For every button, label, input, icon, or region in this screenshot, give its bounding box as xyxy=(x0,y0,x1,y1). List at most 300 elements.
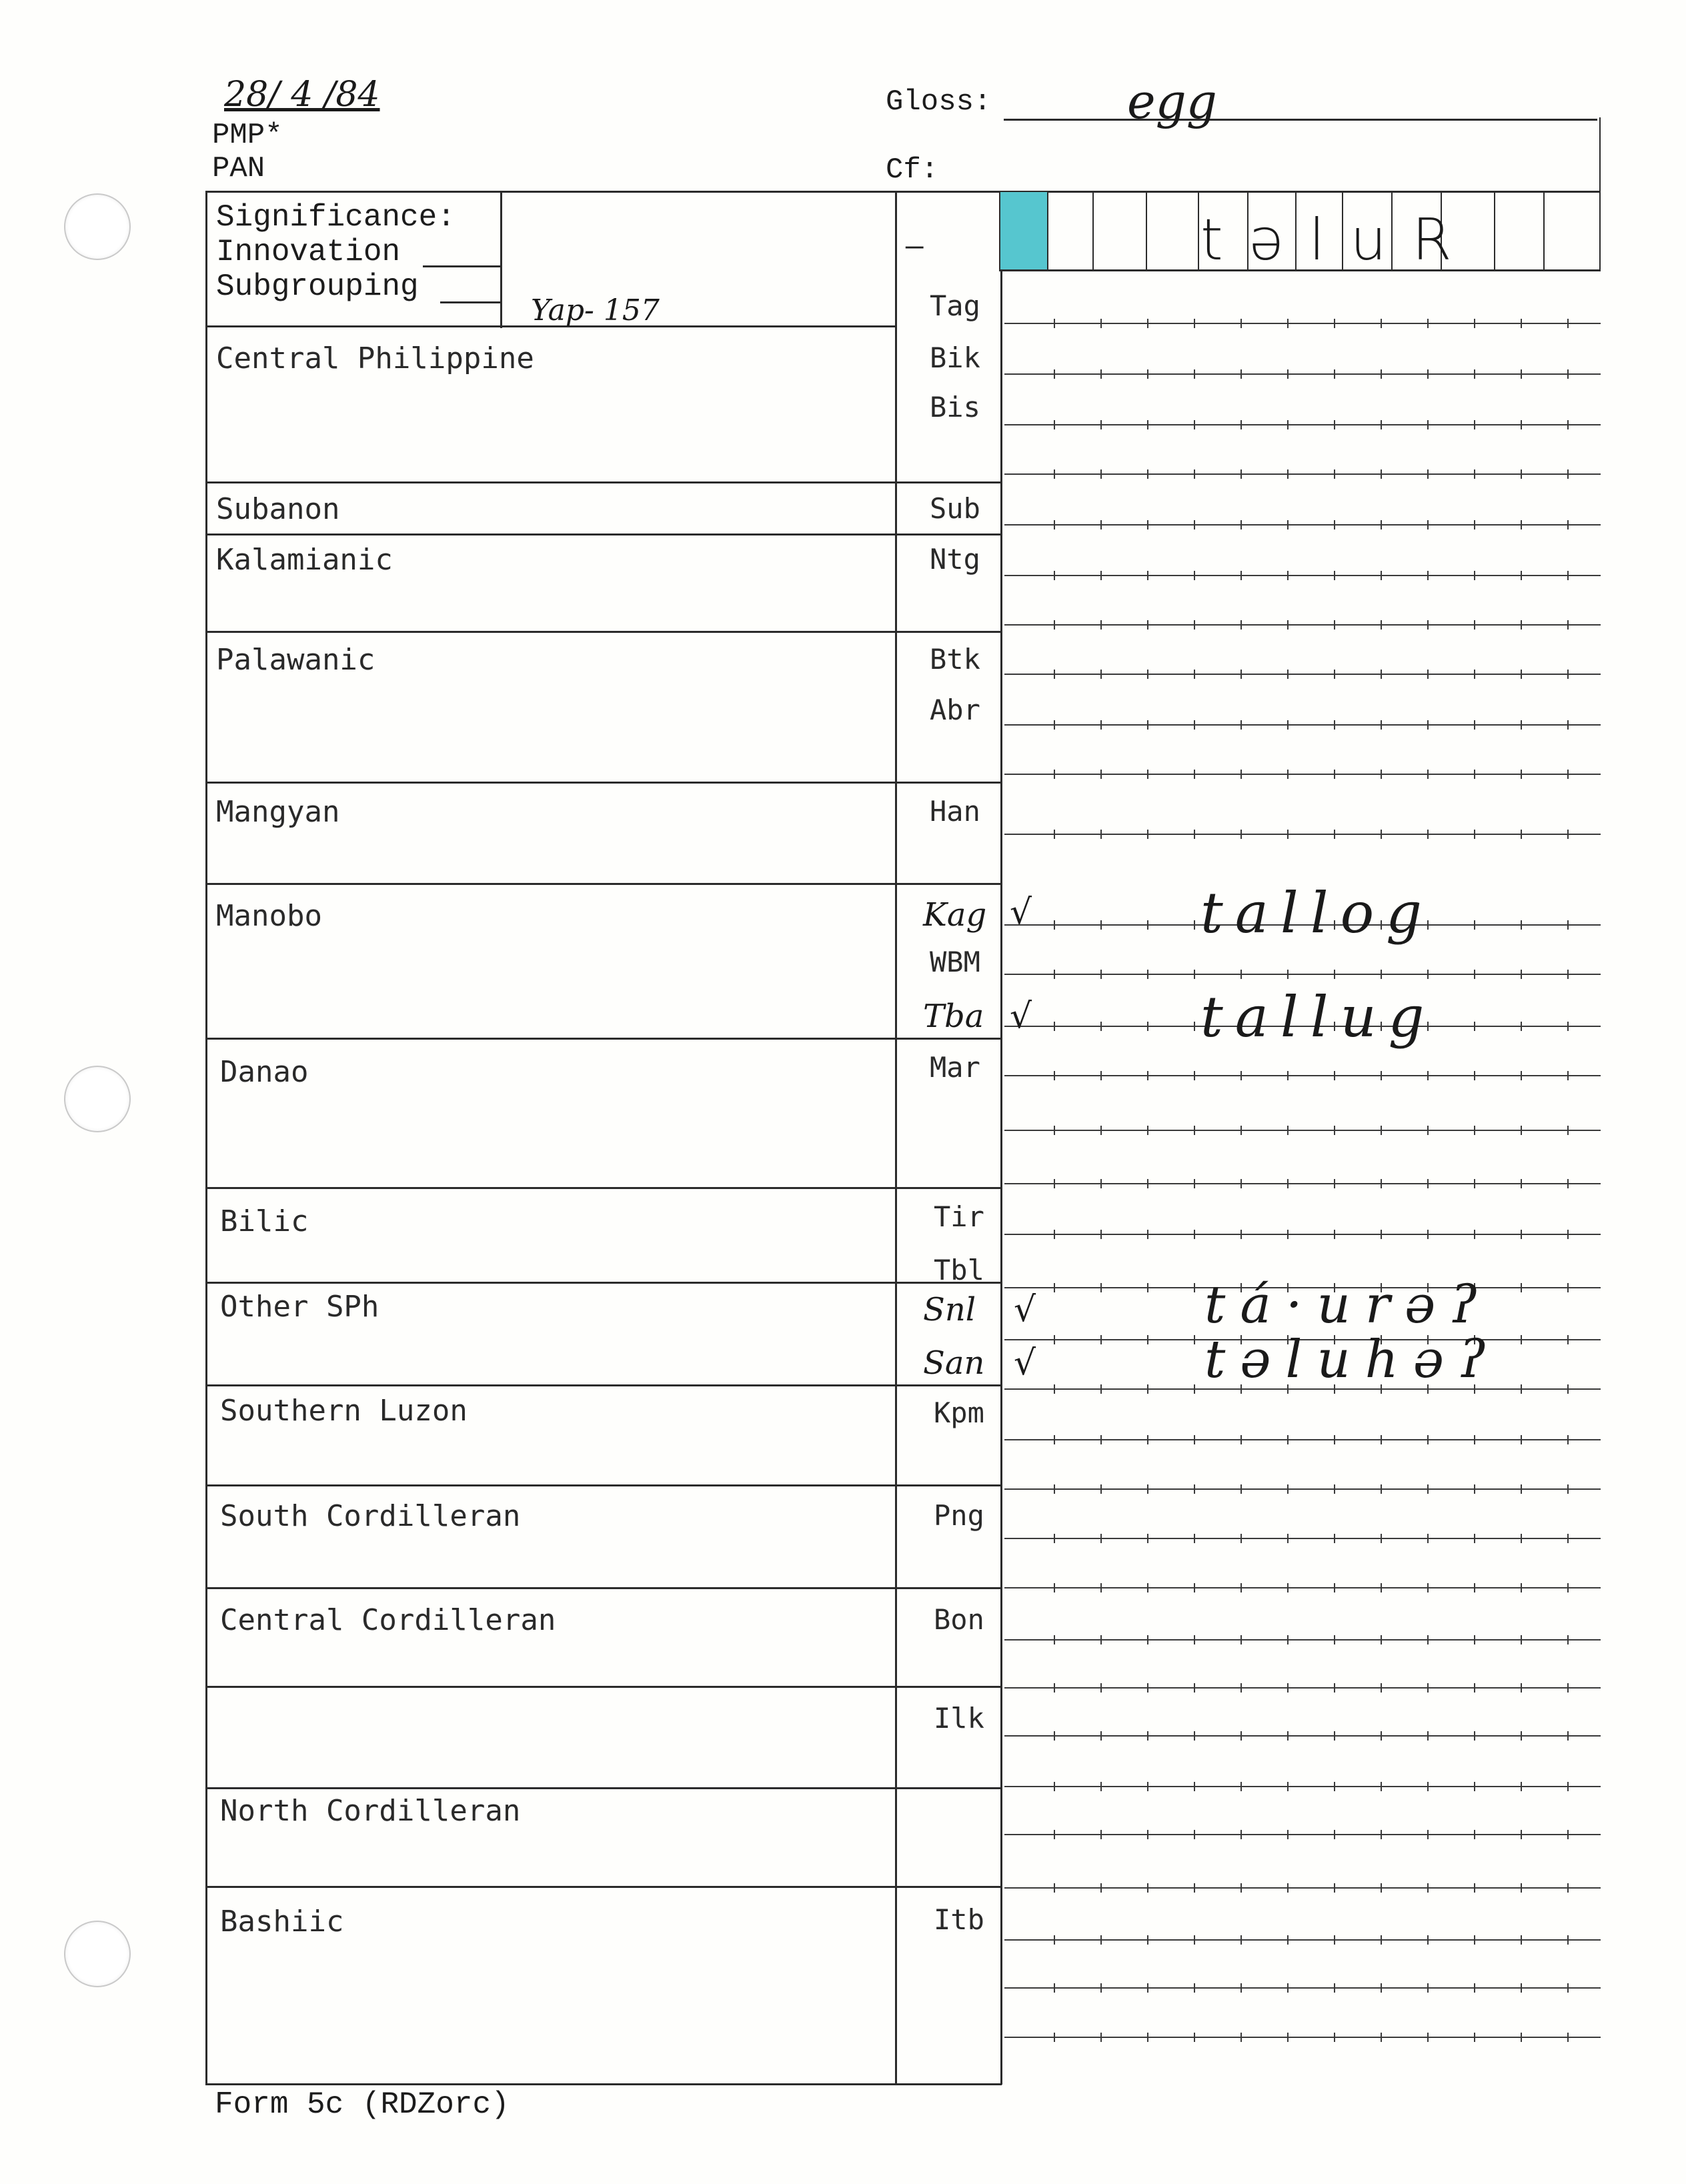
rule-tick xyxy=(1427,1071,1429,1080)
lang-abbr: WBM xyxy=(930,946,980,978)
rule-tick xyxy=(1334,2033,1335,2042)
rule-tick xyxy=(1240,1071,1242,1080)
rule-tick xyxy=(1287,369,1289,379)
rule-line xyxy=(1004,1538,1601,1539)
rule-tick xyxy=(1521,1435,1522,1444)
rule-tick xyxy=(1147,1534,1148,1543)
rule-tick xyxy=(1567,1830,1569,1839)
proto-dash: — xyxy=(906,231,924,264)
rule-tick xyxy=(1521,520,1522,529)
rule-tick xyxy=(1240,1830,1242,1839)
rule-tick xyxy=(1054,620,1055,630)
group-name: Southern Luzon xyxy=(220,1394,468,1428)
rule-tick xyxy=(1521,920,1522,930)
rule-tick xyxy=(1521,1782,1522,1791)
rule-tick xyxy=(1240,1435,1242,1444)
rule-tick xyxy=(1100,1230,1102,1239)
rule-tick xyxy=(1567,770,1569,779)
rule-tick xyxy=(1194,1635,1195,1645)
rule-tick xyxy=(1287,1230,1289,1239)
rule-tick xyxy=(1521,1126,1522,1135)
rule-tick xyxy=(1194,1583,1195,1592)
rule-tick xyxy=(1287,571,1289,580)
rule-tick xyxy=(1334,1071,1335,1080)
rule-tick xyxy=(1194,670,1195,679)
rule-tick xyxy=(1474,1022,1475,1031)
sig-box-top xyxy=(205,191,896,193)
rule-tick xyxy=(1474,1935,1475,1945)
rule-tick xyxy=(1054,571,1055,580)
lang-abbr: San xyxy=(923,1344,985,1382)
rule-tick xyxy=(1240,1179,1242,1188)
rule-tick xyxy=(1054,1883,1055,1893)
rule-tick xyxy=(1567,319,1569,328)
binder-hole-middle xyxy=(64,1066,131,1132)
rule-tick xyxy=(1054,1830,1055,1839)
rule-tick xyxy=(1474,319,1475,328)
rule-tick xyxy=(1240,1935,1242,1945)
rule-tick xyxy=(1240,1484,1242,1494)
rule-tick xyxy=(1474,420,1475,429)
rule-tick xyxy=(1521,620,1522,630)
rule-line xyxy=(1004,724,1601,726)
rule-tick xyxy=(1147,920,1148,930)
rule-tick xyxy=(1240,830,1242,839)
rule-tick xyxy=(1194,920,1195,930)
rule-tick xyxy=(1334,520,1335,529)
rule-tick xyxy=(1100,670,1102,679)
rule-line xyxy=(1004,1735,1601,1737)
rule-tick xyxy=(1427,1830,1429,1839)
rule-tick xyxy=(1521,1484,1522,1494)
rule-tick xyxy=(1334,1126,1335,1135)
rule-tick xyxy=(1521,670,1522,679)
rule-tick xyxy=(1521,571,1522,580)
rule-tick xyxy=(1474,1435,1475,1444)
rule-tick xyxy=(1521,1335,1522,1344)
group-name: Bashiic xyxy=(220,1905,344,1939)
rule-tick xyxy=(1521,1179,1522,1188)
rule-tick xyxy=(1427,720,1429,730)
rule-tick xyxy=(1474,1782,1475,1791)
rule-tick xyxy=(1240,571,1242,580)
rule-tick xyxy=(1474,770,1475,779)
rule-tick xyxy=(1521,1283,1522,1292)
rule-tick xyxy=(1287,1484,1289,1494)
rule-tick xyxy=(1381,1179,1382,1188)
rule-tick xyxy=(1100,830,1102,839)
rule-tick xyxy=(1521,1731,1522,1741)
rule-tick xyxy=(1147,1484,1148,1494)
rule-tick xyxy=(1427,520,1429,529)
rule-line xyxy=(1004,575,1601,576)
rule-tick xyxy=(1194,620,1195,630)
lang-abbr: Han xyxy=(930,795,980,828)
rule-tick xyxy=(1381,319,1382,328)
lang-abbr: Itb xyxy=(934,1903,984,1936)
rule-tick xyxy=(1194,571,1195,580)
rule-tick xyxy=(1427,469,1429,479)
rule-tick xyxy=(1567,1484,1569,1494)
rule-tick xyxy=(1567,1071,1569,1080)
rule-tick xyxy=(1567,1022,1569,1031)
rule-tick xyxy=(1147,369,1148,379)
rule-tick xyxy=(1240,1126,1242,1135)
rule-tick xyxy=(1521,1683,1522,1693)
rule-tick xyxy=(1427,1583,1429,1592)
rule-tick xyxy=(1381,1583,1382,1592)
rule-tick xyxy=(1194,770,1195,779)
rule-tick xyxy=(1287,1126,1289,1135)
rule-line xyxy=(1004,2037,1601,2038)
rule-tick xyxy=(1334,1731,1335,1741)
rule-tick xyxy=(1427,970,1429,979)
rule-tick xyxy=(1381,1635,1382,1645)
rule-tick xyxy=(1100,1126,1102,1135)
rule-line xyxy=(1004,1587,1601,1588)
innovation-blank xyxy=(423,265,500,267)
rule-tick xyxy=(1240,1883,1242,1893)
rule-tick xyxy=(1240,970,1242,979)
rule-tick xyxy=(1100,1384,1102,1394)
rule-tick xyxy=(1334,1230,1335,1239)
rule-tick xyxy=(1287,1635,1289,1645)
rule-tick xyxy=(1100,720,1102,730)
rule-tick xyxy=(1567,1983,1569,1993)
rule-tick xyxy=(1567,420,1569,429)
rule-tick xyxy=(1147,1683,1148,1693)
rule-tick xyxy=(1100,1683,1102,1693)
group-separator xyxy=(205,1587,1002,1589)
rule-tick xyxy=(1054,1335,1055,1344)
rule-tick xyxy=(1381,1983,1382,1993)
rule-tick xyxy=(1474,2033,1475,2042)
rule-tick xyxy=(1194,420,1195,429)
rule-tick xyxy=(1147,420,1148,429)
rule-tick xyxy=(1194,720,1195,730)
rule-tick xyxy=(1194,1283,1195,1292)
rule-tick xyxy=(1287,770,1289,779)
rule-tick xyxy=(1287,1782,1289,1791)
rule-tick xyxy=(1054,830,1055,839)
lang-abbr: Abr xyxy=(930,694,980,726)
rule-tick xyxy=(1147,1983,1148,1993)
rule-line xyxy=(1004,424,1601,425)
abbr-col-right xyxy=(1000,269,1002,2085)
rule-tick xyxy=(1474,1635,1475,1645)
rule-tick xyxy=(1054,469,1055,479)
lang-abbr: Kag xyxy=(923,896,987,934)
rule-line xyxy=(1004,1939,1601,1941)
rule-tick xyxy=(1521,770,1522,779)
group-separator xyxy=(205,631,1002,633)
rule-tick xyxy=(1521,830,1522,839)
rule-tick xyxy=(1147,1435,1148,1444)
rule-tick xyxy=(1334,1583,1335,1592)
binder-hole-top xyxy=(64,193,131,260)
rule-tick xyxy=(1194,1683,1195,1693)
rule-tick xyxy=(1427,2033,1429,2042)
rule-tick xyxy=(1334,1983,1335,1993)
rule-line xyxy=(1004,1439,1601,1440)
rule-tick xyxy=(1194,1983,1195,1993)
lang-abbr: Tba xyxy=(923,998,984,1035)
rule-tick xyxy=(1381,830,1382,839)
rule-tick xyxy=(1474,970,1475,979)
rule-tick xyxy=(1474,670,1475,679)
rule-tick xyxy=(1147,1731,1148,1741)
rule-tick xyxy=(1100,1731,1102,1741)
rule-tick xyxy=(1100,1435,1102,1444)
rule-tick xyxy=(1521,1071,1522,1080)
cf-label: Cf: xyxy=(886,153,939,187)
rule-tick xyxy=(1287,720,1289,730)
rule-tick xyxy=(1567,369,1569,379)
rule-tick xyxy=(1521,720,1522,730)
rule-tick xyxy=(1521,1022,1522,1031)
rule-tick xyxy=(1240,1983,1242,1993)
group-separator xyxy=(205,1187,1002,1189)
cell-divider xyxy=(1494,191,1495,271)
rule-tick xyxy=(1240,770,1242,779)
rule-tick xyxy=(1287,1534,1289,1543)
rule-tick xyxy=(1147,1335,1148,1344)
rule-tick xyxy=(1521,1635,1522,1645)
lang-abbr: Png xyxy=(934,1499,984,1532)
rule-line xyxy=(1004,473,1601,475)
rule-tick xyxy=(1100,1283,1102,1292)
rule-tick xyxy=(1287,1683,1289,1693)
rule-tick xyxy=(1194,319,1195,328)
rule-tick xyxy=(1334,720,1335,730)
rule-tick xyxy=(1334,571,1335,580)
lang-abbr: Tag xyxy=(930,289,980,322)
rule-tick xyxy=(1474,920,1475,930)
rule-tick xyxy=(1240,2033,1242,2042)
rule-tick xyxy=(1147,469,1148,479)
pan-label: PAN xyxy=(212,152,265,185)
rule-tick xyxy=(1381,369,1382,379)
rule-tick xyxy=(1147,1071,1148,1080)
rule-tick xyxy=(1240,1534,1242,1543)
rule-tick xyxy=(1100,1883,1102,1893)
rule-tick xyxy=(1287,1583,1289,1592)
rule-tick xyxy=(1147,1635,1148,1645)
rule-tick xyxy=(1287,469,1289,479)
rule-tick xyxy=(1287,1935,1289,1945)
rule-tick xyxy=(1240,720,1242,730)
rule-tick xyxy=(1054,319,1055,328)
cell-divider xyxy=(1146,191,1147,271)
rule-tick xyxy=(1521,420,1522,429)
rule-tick xyxy=(1194,369,1195,379)
rule-tick xyxy=(1334,1683,1335,1693)
rule-tick xyxy=(1474,720,1475,730)
cell-divider xyxy=(1599,117,1601,271)
form-label: Form 5c (RDZorc) xyxy=(215,2087,510,2122)
rule-tick xyxy=(1567,620,1569,630)
rule-tick xyxy=(1521,1935,1522,1945)
rule-tick xyxy=(1100,1071,1102,1080)
rule-tick xyxy=(1567,830,1569,839)
rule-tick xyxy=(1054,1071,1055,1080)
rule-tick xyxy=(1381,1830,1382,1839)
rule-tick xyxy=(1567,1283,1569,1292)
table-bottom xyxy=(205,2083,1002,2085)
group-name: Palawanic xyxy=(216,643,375,677)
rule-tick xyxy=(1100,1179,1102,1188)
rule-line xyxy=(1004,373,1601,375)
rule-tick xyxy=(1427,1179,1429,1188)
rule-tick xyxy=(1474,1583,1475,1592)
rule-tick xyxy=(1567,1335,1569,1344)
rule-tick xyxy=(1427,620,1429,630)
rule-tick xyxy=(1054,1230,1055,1239)
rule-tick xyxy=(1147,1830,1148,1839)
rule-line xyxy=(1004,774,1601,775)
rule-tick xyxy=(1194,830,1195,839)
group-name: Manobo xyxy=(216,899,322,933)
rule-tick xyxy=(1194,520,1195,529)
rule-tick xyxy=(1567,720,1569,730)
rule-tick xyxy=(1474,571,1475,580)
rule-tick xyxy=(1567,670,1569,679)
highlight-cell xyxy=(1000,192,1047,269)
rule-tick xyxy=(1194,1435,1195,1444)
rule-tick xyxy=(1474,1731,1475,1741)
rule-tick xyxy=(1381,469,1382,479)
rule-tick xyxy=(1147,1583,1148,1592)
entry-snl: tá·urəʔ xyxy=(1204,1275,1493,1335)
entry-san: təluhəʔ xyxy=(1204,1330,1501,1390)
rule-tick xyxy=(1100,970,1102,979)
rule-tick xyxy=(1521,1384,1522,1394)
rule-tick xyxy=(1147,520,1148,529)
rule-tick xyxy=(1334,1435,1335,1444)
group-name: Central Cordilleran xyxy=(220,1603,556,1637)
rule-tick xyxy=(1334,1782,1335,1791)
rule-line xyxy=(1004,1075,1601,1076)
rule-tick xyxy=(1381,770,1382,779)
rule-tick xyxy=(1240,670,1242,679)
rule-line xyxy=(1004,1834,1601,1835)
check-mark: √ xyxy=(1010,996,1032,1036)
rule-tick xyxy=(1287,1071,1289,1080)
rule-tick xyxy=(1381,1782,1382,1791)
rule-tick xyxy=(1147,1179,1148,1188)
rule-tick xyxy=(1194,1484,1195,1494)
rule-tick xyxy=(1147,670,1148,679)
rule-tick xyxy=(1287,620,1289,630)
rule-tick xyxy=(1194,1230,1195,1239)
abbr-col-left xyxy=(895,191,897,2085)
rule-tick xyxy=(1287,830,1289,839)
check-mark: √ xyxy=(1010,892,1032,932)
rule-line xyxy=(1004,1687,1601,1689)
rule-tick xyxy=(1054,670,1055,679)
rule-tick xyxy=(1054,1983,1055,1993)
rule-tick xyxy=(1240,620,1242,630)
rule-tick xyxy=(1521,1230,1522,1239)
sig-divider xyxy=(500,191,502,328)
rule-line xyxy=(1004,1234,1601,1235)
rule-tick xyxy=(1287,1883,1289,1893)
lang-abbr: Btk xyxy=(930,643,980,676)
rule-tick xyxy=(1427,1635,1429,1645)
rule-line xyxy=(1004,1639,1601,1641)
cell-divider xyxy=(1543,191,1545,271)
rule-line xyxy=(1004,1786,1601,1787)
group-name: Subanon xyxy=(216,492,340,526)
rule-tick xyxy=(1381,1683,1382,1693)
rule-tick xyxy=(1194,1022,1195,1031)
rule-tick xyxy=(1381,1071,1382,1080)
rule-tick xyxy=(1427,1683,1429,1693)
rule-tick xyxy=(1427,670,1429,679)
rule-tick xyxy=(1287,1983,1289,1993)
rule-tick xyxy=(1334,1935,1335,1945)
rule-tick xyxy=(1521,1883,1522,1893)
rule-tick xyxy=(1240,369,1242,379)
rule-tick xyxy=(1100,319,1102,328)
rule-tick xyxy=(1567,2033,1569,2042)
rule-tick xyxy=(1240,1230,1242,1239)
rule-tick xyxy=(1147,620,1148,630)
lang-abbr: Tir xyxy=(934,1200,984,1233)
group-name: Danao xyxy=(220,1055,309,1089)
rule-tick xyxy=(1521,469,1522,479)
rule-tick xyxy=(1381,620,1382,630)
rule-tick xyxy=(1521,1983,1522,1993)
rule-tick xyxy=(1474,1534,1475,1543)
rule-tick xyxy=(1427,1484,1429,1494)
rule-tick xyxy=(1381,720,1382,730)
rule-tick xyxy=(1427,770,1429,779)
rule-tick xyxy=(1521,2033,1522,2042)
lang-abbr: Bik xyxy=(930,341,980,374)
rule-tick xyxy=(1240,1731,1242,1741)
rule-line xyxy=(1004,1887,1601,1889)
rule-tick xyxy=(1147,770,1148,779)
rule-tick xyxy=(1100,369,1102,379)
rule-tick xyxy=(1427,420,1429,429)
subgrouping-blank xyxy=(440,301,500,303)
rule-line xyxy=(1004,1488,1601,1490)
rule-tick xyxy=(1240,420,1242,429)
rule-tick xyxy=(1381,670,1382,679)
rule-tick xyxy=(1194,1384,1195,1394)
rule-tick xyxy=(1567,1935,1569,1945)
gloss-underline xyxy=(1004,119,1597,121)
rule-tick xyxy=(1427,1935,1429,1945)
rule-tick xyxy=(1194,1935,1195,1945)
lang-abbr: Tbl xyxy=(934,1254,984,1286)
rule-tick xyxy=(1427,1983,1429,1993)
rule-tick xyxy=(1054,1583,1055,1592)
rule-tick xyxy=(1240,1635,1242,1645)
rule-tick xyxy=(1567,1230,1569,1239)
rule-tick xyxy=(1474,620,1475,630)
rule-line xyxy=(1004,624,1601,626)
rule-tick xyxy=(1194,970,1195,979)
source-note: Yap- 157 xyxy=(531,293,660,327)
subgrouping-label: Subgrouping xyxy=(216,269,419,304)
rule-tick xyxy=(1194,469,1195,479)
group-name: South Cordilleran xyxy=(220,1499,521,1533)
rule-tick xyxy=(1474,1230,1475,1239)
rule-tick xyxy=(1474,1683,1475,1693)
rule-tick xyxy=(1054,1534,1055,1543)
